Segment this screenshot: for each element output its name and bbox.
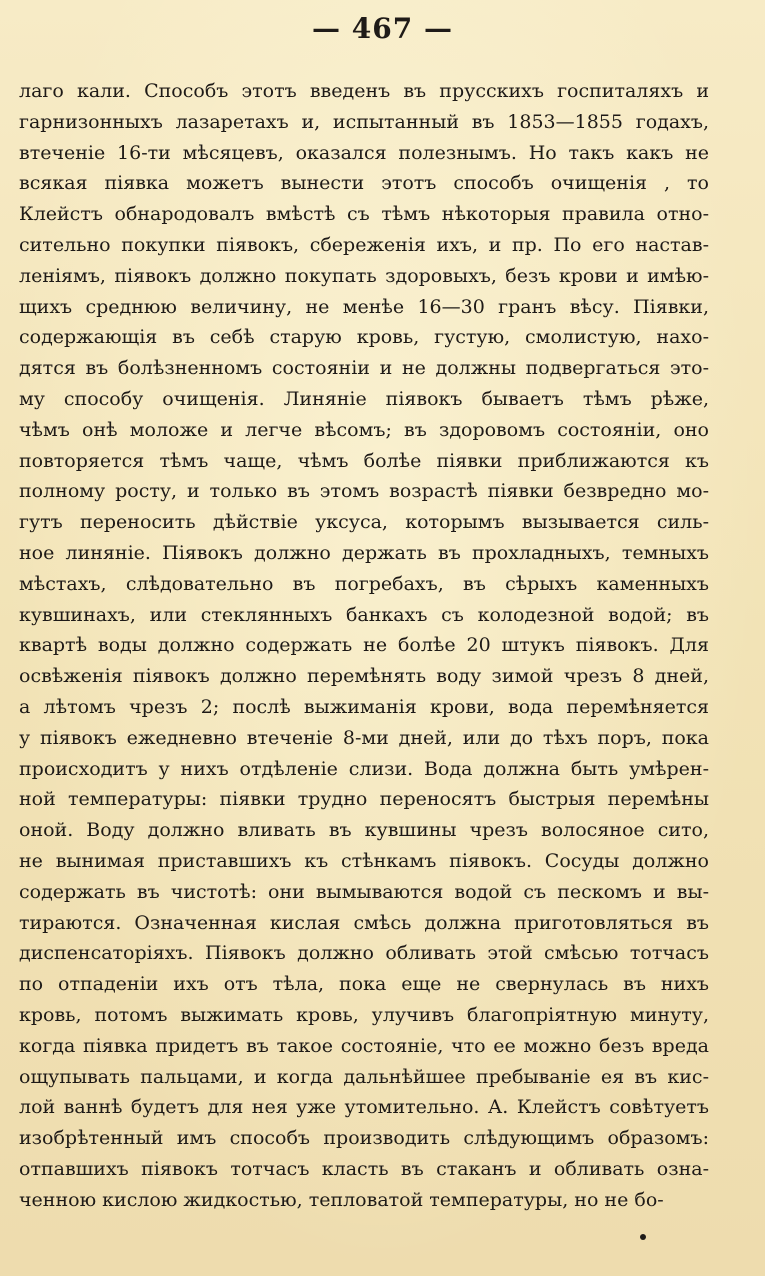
text-line: по отпаденіи ихъ отъ тѣла, пока еще не свернулась въ нихъ [19, 973, 709, 996]
text-line: освѣженія піявокъ должно перемѣнять воду зимой чрезъ 8 дней, [19, 665, 709, 688]
text-line: лаго кали. Способъ этотъ введенъ въ прусскихъ госпиталяхъ и [19, 80, 709, 102]
text-line: чѣмъ онѣ моложе и легче вѣсомъ; въ здоровомъ состояніи, оно [19, 418, 709, 441]
text-line: мѣстахъ, слѣдовательно въ погребахъ, въ сѣрыхъ каменныхъ [19, 572, 709, 595]
text-line: ощупывать пальцами, и когда дальнѣйшее пребываніе ея въ кис- [19, 1065, 709, 1088]
text-line: диспенсаторіяхъ. Піявокъ должно обливать этой смѣсью тотчасъ [19, 942, 709, 965]
text-line: а лѣтомъ чрезъ 2; послѣ выжиманія крови, вода перемѣняется [19, 695, 709, 718]
body-text [19, 76, 709, 1215]
text-line: содержать въ чистотѣ: они вымываются водой съ пескомъ и вы- [19, 880, 709, 903]
text-line: дятся въ болѣзненномъ состояніи и не должны подвергаться это- [19, 357, 709, 380]
text-line: всякая піявка можетъ вынести этотъ способъ очищенія , то [19, 172, 709, 195]
text-line: оной. Воду должно вливать въ кувшины чрезъ волосяное сито, [19, 819, 709, 842]
text-line: кровь, потомъ выжимать кровь, улучивъ благопріятную минуту, [19, 1003, 709, 1026]
text-line: щихъ среднюю величину, не менѣе 16—30 гранъ вѣсу. Піявки, [19, 295, 709, 318]
text-line: тираются. Означенная кислая смѣсь должна приготовляться въ [19, 911, 709, 934]
text-line: у піявокъ ежедневно втеченіе 8-ми дней, или до тѣхъ поръ, пока [19, 726, 709, 749]
text-line: кувшинахъ, или стеклянныхъ банкахъ съ колодезной водой; въ [19, 603, 709, 626]
text-line: происходитъ у нихъ отдѣленіе слизи. Вода должна быть умѣрен- [19, 757, 709, 780]
page-number: — 467 — [312, 12, 453, 45]
text-line: лой ваннѣ будетъ для нея уже утомительно. А. Клейстъ совѣтуетъ [19, 1096, 709, 1119]
text-line: му способу очищенія. Линяніе піявокъ бываетъ тѣмъ рѣже, [19, 387, 709, 410]
text-line: полному росту, и только въ этомъ возрастѣ піявки безвредно мо- [19, 480, 709, 503]
text-line: квартѣ воды должно содержать не болѣе 20 штукъ піявокъ. Для [19, 634, 709, 657]
text-line: ное линяніе. Піявокъ должно держать въ прохладныхъ, темныхъ [19, 541, 709, 564]
text-line: повторяется тѣмъ чаще, чѣмъ болѣе піявки приближаются къ [19, 449, 709, 472]
text-line: втеченіе 16-ти мѣсяцевъ, оказался полезнымъ. Но такъ какъ не [19, 141, 709, 164]
text-line: гутъ переносить дѣйствіе уксуса, которымъ вызывается силь- [19, 511, 709, 534]
text-line: изобрѣтенный имъ способъ производить слѣдующимъ образомъ: [19, 1127, 709, 1150]
text-line: гарнизонныхъ лазаретахъ и, испытанный въ 1853—1855 годахъ, [19, 110, 709, 133]
text-line: леніямъ, піявокъ должно покупать здоровыхъ, безъ крови и имѣю- [19, 264, 709, 287]
text-line: содержающія въ себѣ старую кровь, густую, смолистую, нахо- [19, 326, 709, 349]
text-line: ченною кислою жидкостью, тепловатой температуры, но не бо- [19, 1188, 664, 1211]
text-line: ной температуры: піявки трудно переносятъ быстрыя перемѣны [19, 788, 709, 811]
ink-dot-mark [640, 1234, 646, 1240]
text-line: отпавшихъ піявокъ тотчасъ класть въ стаканъ и обливать озна- [19, 1157, 709, 1180]
text-line: когда піявка придетъ въ такое состояніе, что ее можно безъ вреда [19, 1034, 709, 1057]
text-line: Клейстъ обнародовалъ вмѣстѣ съ тѣмъ нѣкоторыя правила отно- [19, 203, 709, 226]
text-line: не вынимая приставшихъ къ стѣнкамъ піявокъ. Сосуды должно [19, 849, 709, 872]
text-line: сительно покупки піявокъ, сбереженія ихъ, и пр. По его настав- [19, 233, 709, 256]
